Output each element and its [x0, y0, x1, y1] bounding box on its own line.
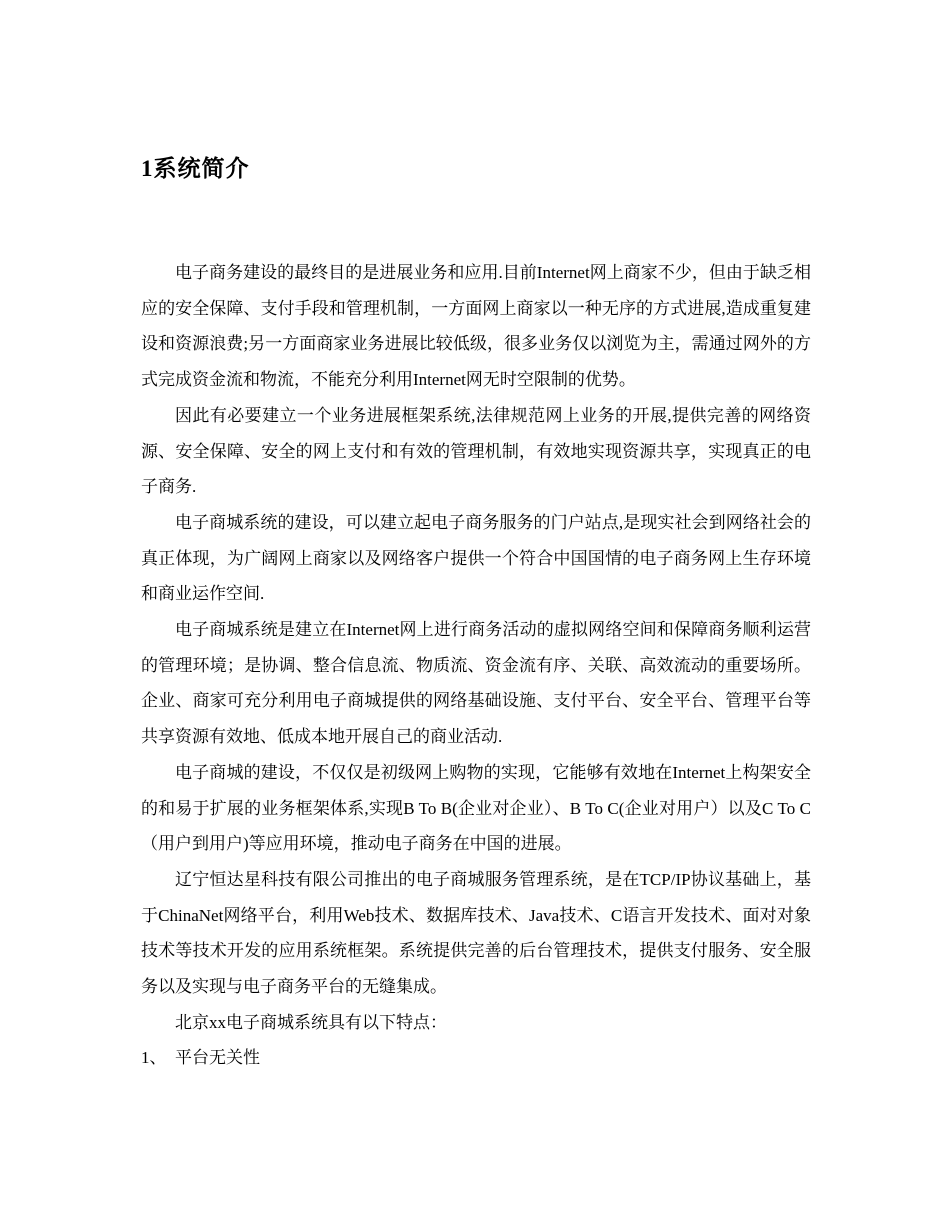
paragraph: 电子商城系统的建设，可以建立起电子商务服务的门户站点,是现实社会到网络社会的真正体现，为广阔网上商家以及网络客户提供一个符合中国国情的电子商务网上生存环境和商业运作空间.: [141, 512, 811, 604]
body-text: [141, 255, 811, 1076]
list-item-text: 平台无关性: [175, 1048, 260, 1068]
paragraph: 电子商城系统是建立在Internet网上进行商务活动的虚拟网络空间和保障商务顺利运营的管理环境；是协调、整合信息流、物质流、资金流有序、关联、高效流动的重要场所。企业、商家可充分利用电子商城提供的网络基础设施、支付平台、安全平台、管理平台等共享资源有效地、低成本地开展自己的商业活动.: [141, 620, 811, 747]
paragraph: 电子商城的建设，不仅仅是初级网上购物的实现，它能够有效地在Internet上构架安全的和易于扩展的业务框架体系,实现B To B(企业对企业）、B To C(企业对用户）以及C To C（用户到用户)等应用环境，推动电子商务在中国的进展。: [141, 762, 811, 854]
list-item-number: 1、: [141, 1048, 167, 1068]
paragraph: 北京xx电子商城系统具有以下特点：: [175, 1012, 447, 1032]
list-item: [141, 1040, 811, 1076]
paragraph: 因此有必要建立一个业务进展框架系统,法律规范网上业务的开展,提供完善的网络资源、安全保障、安全的网上支付和有效的管理机制，有效地实现资源共享，实现真正的电子商务.: [141, 405, 811, 497]
paragraph: 辽宁恒达星科技有限公司推出的电子商城服务管理系统，是在TCP/IP协议基础上，基于ChinaNet网络平台，利用Web技术、数据库技术、Java技术、C语言开发技术、面对对象技术等技术开发的应用系统框架。系统提供完善的后台管理技术，提供支付服务、安全服务以及实现与电子商务平台的无缝集成。: [141, 869, 811, 997]
section-heading: 1系统简介: [141, 156, 250, 181]
paragraph: 电子商务建设的最终目的是进展业务和应用.目前Internet网上商家不少，但由于缺乏相应的安全保障、支付手段和管理机制，一方面网上商家以一种无序的方式进展,造成重复建设和资源浪费;另一方面商家业务进展比较低级，很多业务仅以浏览为主，需通过网外的方式完成资金流和物流，不能充分利用Internet网无时空限制的优势。: [141, 263, 811, 390]
